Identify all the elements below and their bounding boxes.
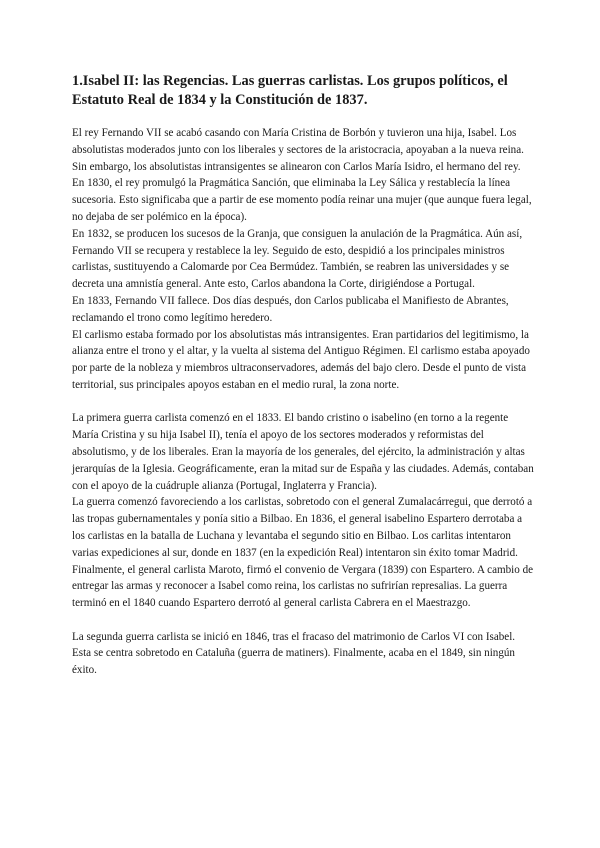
paragraph-sucesos-granja: En 1832, se producen los sucesos de la Granja, que consiguen la anulación de la Pragmática. Aún así, Fernando VII se recupera y restablece la ley. Seguido de esto, despidió a los principales ministros carlistas, sustituyendo a Calomarde por Cea Bermúdez. También, se reabren las universidades y se decreta una amnistía general. Ante esto, Carlos abandona la Corte, dirigiéndose a Portugal. [72,227,523,291]
paragraph-pragmatica-sancion: En 1830, el rey promulgó la Pragmática Sanción, que eliminaba la Ley Sálica y restablecía la línea sucesoria. Esto significaba que a partir de ese momento podía reinar una mujer (que aunque fuera legal, no dejaba de ser polémico en la época). [72,177,532,223]
paragraph-desarrollo-guerra: La guerra comenzó favoreciendo a los carlistas, sobretodo con el general Zumalacárregui, que derrotó a las tropas gubernamentales y ponía sitio a Bilbao. En 1836, el general isabelino Espartero derrotaba a los carlistas en la batalla de Luchana y levantaba el segundo sitio en Bilbao. Los carlitas intentaron varias expediciones al sur, donde en 1837 (en la expedición Real) intentaron sin éxito tomar Madrid. [72,496,533,559]
paragraph-segunda-guerra: La segunda guerra carlista se inició en 1846, tras el fracaso del matrimonio de Carlos VI con Isabel. Esta se centra sobretodo en Cataluña (guerra de matiners). Finalmente, acaba en el 1849, sin ningún éxito. [72,630,516,677]
paragraph-carlismo: El carlismo estaba formado por los absolutistas más intransigentes. Eran partidarios del legitimismo, la alianza entre el trono y el altar, y la vuelta al sistema del Antiguo Régimen. El carlismo estaba apoyado por parte de la nobleza y miembros ultraconservadores, además del bajo clero. Desde el punto de vista territorial, sus principales apoyos estaban en el medio rural, la zona norte. [72,328,530,391]
paragraph-spacer [72,612,534,629]
paragraph-manifiesto-abrantes: En 1833, Fernando VII fallece. Dos días después, don Carlos publicaba el Manifiesto de Abrantes, reclamando el trono como legítimo heredero. [72,294,509,324]
paragraph-fernando-vii: El rey Fernando VII se acabó casando con María Cristina de Borbón y tuvieron una hija, Isabel. Los absolutistas moderados junto con los liberales y sectores de la aristocracia, apoyaban a la nueva reina. Sin embargo, los absolutistas intransigentes se alinearon con Carlos María Isidro, el hermano del rey. [72,127,524,173]
paragraph-convenio-vergara: Finalmente, el general carlista Maroto, firmó el convenio de Vergara (1839) con Espartero. A cambio de entregar las armas y reconocer a Isabel como reina, los carlistas no sufrirían represalias. La guerra terminó en el 1840 cuando Espartero derrotó al general carlista Cabrera en el Maestrazgo. [72,563,534,610]
paragraph-spacer [72,394,534,411]
document-body [72,72,534,679]
document-title: 1.Isabel II: las Regencias. Las guerras carlistas. Los grupos políticos, el Estatuto Real de 1834 y la Constitución de 1837. [72,73,508,108]
paragraph-primera-guerra: La primera guerra carlista comenzó en el 1833. El bando cristino o isabelino (en torno a la regente María Cristina y su hija Isabel II), tenía el apoyo de los sectores moderados y reformistas del absolutismo, y de los liberales. Eran la mayoría de los generales, del ejército, la administración y altas jerarquías de la Iglesia. Geográficamente, eran la mitad sur de España y las ciudades. Además, contaban con el apoyo de la cuádruple alianza (Portugal, Inglaterra y Francia). [72,412,534,492]
